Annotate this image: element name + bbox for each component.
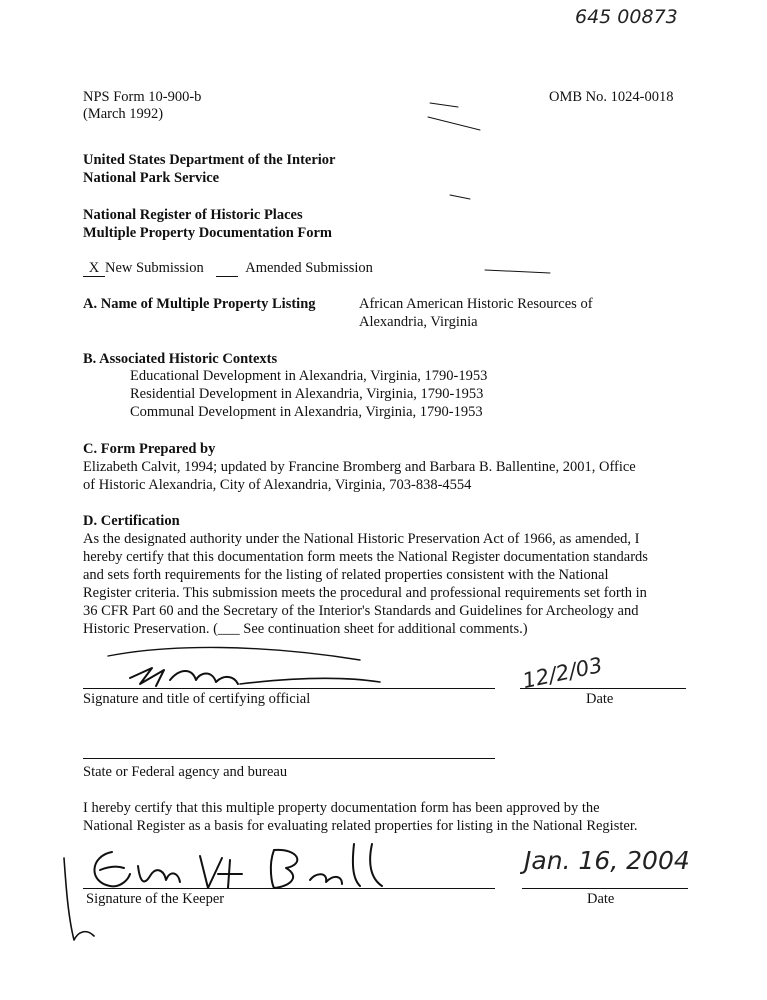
certifying-official-signature-label: Signature and title of certifying official	[83, 691, 311, 707]
form-title-line-1: National Register of Historic Places	[83, 207, 303, 223]
keeper-statement-line-1: I hereby certify that this multiple property documentation form has been approved by the	[83, 800, 600, 816]
preparer-line-1: Elizabeth Calvit, 1994; updated by Francine Bromberg and Barbara B. Ballentine, 2001, Office	[83, 459, 636, 475]
certification-line-1: As the designated authority under the National Historic Preservation Act of 1966, as amended, I	[83, 531, 640, 547]
agency-line-2: National Park Service	[83, 170, 220, 186]
form-id: NPS Form 10-900-b	[83, 89, 202, 105]
agency-bureau-label: State or Federal agency and bureau	[83, 764, 288, 780]
section-b-heading: B. Associated Historic Contexts	[83, 351, 278, 367]
certification-date-value[interactable]: 12/2/03	[520, 652, 605, 694]
keeper-date-value[interactable]: Jan. 16, 2004	[524, 846, 690, 875]
certification-line-3: and sets forth requirements for the listing of related properties consistent with the National	[83, 567, 609, 583]
section-a-heading: A. Name of Multiple Property Listing	[83, 296, 316, 312]
certification-line-6: Historic Preservation. (___ See continuation sheet for additional comments.)	[83, 621, 528, 637]
certifying-official-signature-line	[83, 688, 495, 689]
keeper-date-line	[522, 888, 688, 889]
keeper-signature-line	[83, 888, 495, 889]
agency-bureau-line	[83, 758, 495, 759]
new-submission-mark: X	[83, 261, 105, 277]
property-listing-name-line-2: Alexandria, Virginia	[359, 314, 478, 330]
scan-marks	[410, 95, 570, 285]
certifying-official-signature[interactable]	[100, 638, 400, 693]
form-title-line-2: Multiple Property Documentation Form	[83, 225, 333, 241]
keeper-signature-label: Signature of the Keeper	[86, 891, 225, 907]
certification-line-4: Register criteria. This submission meets the procedural and professional requirements set forth in	[83, 585, 647, 601]
historic-context-1: Educational Development in Alexandria, Virginia, 1790-1953	[130, 368, 488, 384]
amended-submission-blank	[216, 261, 238, 277]
keeper-statement-line-2: National Register as a basis for evaluating related properties for listing in the National Register.	[83, 818, 638, 834]
property-listing-name-line-1: African American Historic Resources of	[359, 296, 593, 312]
certification-date-line	[520, 688, 686, 689]
section-d-heading: D. Certification	[83, 513, 180, 529]
form-date: (March 1992)	[83, 106, 164, 122]
certification-date-label: Date	[586, 691, 614, 707]
preparer-line-2: of Historic Alexandria, City of Alexandria, Virginia, 703-838-4554	[83, 477, 472, 493]
historic-context-2: Residential Development in Alexandria, Virginia, 1790-1953	[130, 386, 484, 402]
agency-line-1: United States Department of the Interior	[83, 152, 336, 168]
amended-submission-checkbox[interactable]	[216, 259, 373, 277]
certification-line-5: 36 CFR Part 60 and the Secretary of the Interior's Standards and Guidelines for Archeology and	[83, 603, 639, 619]
historic-context-3: Communal Development in Alexandria, Virginia, 1790-1953	[130, 404, 483, 420]
section-c-heading: C. Form Prepared by	[83, 441, 216, 457]
handwritten-reference-number: 645 00873	[575, 6, 678, 28]
omb-number: OMB No. 1024-0018	[549, 89, 674, 105]
new-submission-checkbox[interactable]	[83, 259, 204, 277]
amended-submission-label: Amended Submission	[245, 260, 373, 276]
new-submission-label: New Submission	[105, 260, 204, 276]
keeper-date-label: Date	[587, 891, 615, 907]
certification-line-2: hereby certify that this documentation form meets the National Register documentation standards	[83, 549, 648, 565]
